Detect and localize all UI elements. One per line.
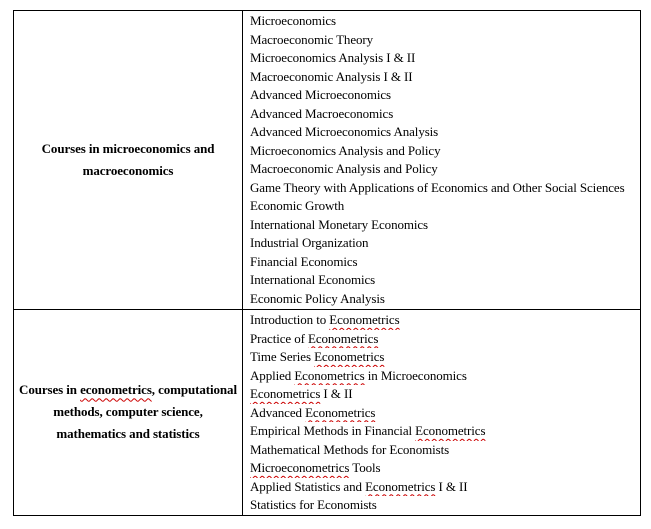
course-line	[250, 197, 640, 216]
course-line	[250, 271, 640, 290]
text-segment: Macroeconomic Analysis and Policy	[250, 161, 438, 176]
course-line	[250, 68, 640, 87]
course-line	[250, 49, 640, 68]
text-segment: Advanced Microeconomics	[250, 87, 392, 102]
category-cell	[14, 11, 243, 310]
text-segment: International Economics	[250, 272, 376, 287]
course-line	[250, 216, 640, 235]
table-row	[14, 11, 641, 310]
text-segment: Advanced	[250, 404, 306, 420]
course-line	[250, 348, 640, 367]
misspelled-word: Econometrics	[415, 423, 486, 438]
course-line	[250, 160, 640, 179]
text-segment: mathematics and statistics	[56, 426, 200, 442]
text-segment: International Monetary Economics	[250, 216, 429, 232]
courses-cell	[243, 11, 641, 310]
text-segment: Mathematical Methods for Economists	[250, 441, 450, 457]
course-line	[250, 123, 640, 142]
misspelled-word: Econometrics	[305, 404, 376, 420]
text-segment: Applied	[250, 367, 295, 383]
text-segment: Macroeconomic Theory	[250, 31, 374, 47]
course-line	[250, 422, 640, 441]
category-label-line	[14, 379, 242, 401]
course-line	[250, 253, 640, 272]
text-segment: Economic Policy Analysis	[250, 290, 385, 306]
text-segment: Financial Economics	[250, 253, 358, 269]
courses-cell	[243, 310, 641, 516]
text-segment: Empirical Methods in Financial	[250, 423, 416, 438]
misspelled-word: Microeconometrics	[250, 460, 350, 475]
text-segment: I & II	[320, 386, 353, 401]
text-segment: Microeconomics	[250, 13, 336, 28]
misspelled-word: Econometrics	[314, 349, 385, 364]
text-segment: Game Theory with Applications of Economics and Other Social Sciences	[250, 179, 625, 195]
text-segment: methods, computer science,	[53, 404, 203, 420]
text-segment: Economic Growth	[250, 198, 345, 213]
misspelled-word: Econometrics	[250, 386, 321, 401]
category-label-line	[14, 401, 242, 423]
misspelled-word: Econometrics	[329, 312, 400, 327]
text-segment: Macroeconomic Analysis I & II	[250, 68, 413, 84]
misspelled-word: Econometrics	[308, 330, 379, 346]
text-segment: Introduction to	[250, 312, 330, 327]
misspelled-word: Econometrics	[294, 367, 365, 383]
course-line	[250, 385, 640, 404]
course-line	[250, 311, 640, 330]
text-segment: , computational	[151, 382, 237, 398]
course-line	[250, 478, 640, 497]
course-line	[250, 367, 640, 386]
text-segment: Advanced Microeconomics Analysis	[250, 124, 439, 139]
course-line	[250, 12, 640, 31]
course-line	[250, 142, 640, 161]
text-segment: Applied Statistics and	[250, 478, 366, 494]
text-segment: Time Series	[250, 349, 315, 364]
category-label-line	[14, 160, 242, 182]
category-cell	[14, 310, 243, 516]
text-segment: in Microeconomics	[364, 367, 467, 383]
text-segment: Practice of	[250, 330, 308, 346]
text-segment: macroeconomics	[82, 163, 174, 178]
text-segment: Advanced Macroeconomics	[250, 105, 394, 121]
course-line	[250, 441, 640, 460]
misspelled-word: Econometrics	[365, 478, 436, 494]
course-line	[250, 179, 640, 198]
text-segment: Microeconomics Analysis I & II	[250, 50, 416, 65]
text-segment: Tools	[349, 460, 381, 475]
text-segment: Statistics for Economists	[250, 497, 377, 512]
course-line	[250, 234, 640, 253]
course-line	[250, 459, 640, 478]
category-label-line	[14, 423, 242, 445]
text-segment: Microeconomics Analysis and Policy	[250, 142, 441, 158]
course-line	[250, 105, 640, 124]
course-line	[250, 330, 640, 349]
document-page	[13, 10, 641, 516]
text-segment: Industrial Organization	[250, 235, 369, 250]
course-line	[250, 86, 640, 105]
course-line	[250, 31, 640, 50]
misspelled-word: econometrics	[80, 382, 152, 398]
table-body	[14, 11, 641, 516]
courses-table	[13, 10, 641, 516]
course-line	[250, 404, 640, 423]
table-row	[14, 310, 641, 516]
text-segment: Courses in microeconomics and	[41, 141, 215, 156]
course-line	[250, 496, 640, 515]
category-label-line	[14, 138, 242, 160]
course-line	[250, 290, 640, 309]
text-segment: Courses in	[19, 382, 81, 398]
text-segment: I & II	[435, 478, 468, 494]
